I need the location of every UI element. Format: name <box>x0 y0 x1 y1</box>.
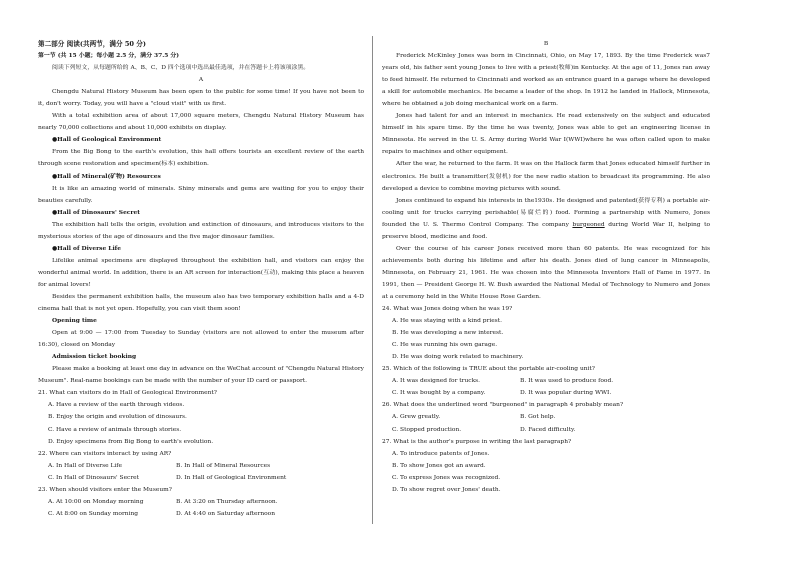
option: C. It was bought by a company. <box>392 390 486 397</box>
option: B. Got help. <box>520 414 556 421</box>
section-title: 第一节 (共 15 小题；每小题 2.5 分，满分 37.5 分) <box>38 52 180 60</box>
option: C. Stopped production. <box>392 426 462 433</box>
question-23: 23. When should visitors enter the Museum? <box>38 486 172 493</box>
option-row <box>38 508 364 520</box>
question-25: 25. Which of the following is TRUE about the portable air-cooling unit? <box>382 366 595 373</box>
option: A. To introduce patents of Jones. <box>392 450 490 457</box>
left-column <box>38 38 364 520</box>
option: D. Enjoy specimens from Big Bong to earth's evolution. <box>48 438 214 445</box>
passage-a-paragraph: From the Big Bong to the earth's evolution, this hall offers tourists an excellent review of the earth through scene restoration and specimen(标本) exhibition. <box>38 149 364 168</box>
option: C. At 8:00 on Sunday morning <box>48 510 139 517</box>
option-row <box>382 387 710 399</box>
option-row <box>38 496 364 508</box>
passage-a-paragraph: The exhibition hall tells the origin, evolution and extinction of dinosaurs, and introduces visitors to the mysterious stories of the age of dinosaurs and the five major dinosaur families. <box>38 221 364 240</box>
column-divider <box>372 36 373 524</box>
hall-heading: ●Hall of Mineral(矿物) Resources <box>52 172 161 180</box>
option: D. To show regret over Jones' death. <box>392 486 501 493</box>
option: B. In Hall of Mineral Resources <box>176 462 271 469</box>
option-row <box>382 411 710 423</box>
paragraph-text: during World War II, helping to preserve blood, medicine and food. <box>382 221 710 240</box>
question-21: 21. What can visitors do in Hall of Geological Environment? <box>38 390 217 397</box>
part-title: 第二部分 阅读(共两节，满分 50 分) <box>38 40 147 48</box>
hall-heading: ●Hall of Geological Environment <box>52 136 162 144</box>
passage-a-paragraph: It is like an amazing world of minerals. Shiny minerals and gems are waiting for you to enjoy their beauties carefully. <box>38 185 364 204</box>
option: C. In Hall of Dinosaurs' Secret <box>48 474 140 481</box>
option-row <box>382 424 710 436</box>
passage-a-paragraph: Open at 9:00 — 17:00 from Tuesday to Sunday (visitors are not allowed to enter the museum after 16:30), closed on Monday <box>38 330 364 349</box>
passage-b-letter: B <box>543 41 549 47</box>
question-26: 26. What does the underlined word "burgeoned" in paragraph 4 probably mean? <box>382 402 624 409</box>
instruction: 阅读下列短文，从每题所给的 A、B、C、D 四个选项中选出最佳选项，并在答题卡上将该项涂黑。 <box>52 65 310 72</box>
option-row <box>38 460 364 472</box>
passage-a-letter: A <box>198 77 204 84</box>
option: B. He was developing a new interest. <box>392 330 504 337</box>
option: D. It was popular during WWI. <box>520 390 612 397</box>
question-24: 24. What was Jones doing when he was 19? <box>382 306 513 313</box>
option: C. He was running his own garage. <box>392 342 498 349</box>
option: D. In Hall of Geological Environment <box>176 474 287 481</box>
passage-b-paragraph: Jones had talent for and an interest in mechanics. He read extensively on the subject and educated himself in his spare time. By the time he was twenty, Jones was able to get an engineering license in Minnesota. He served in the U. S. Army during World War I(WWI)where he was often called upon to make repairs to machines and other equipment. <box>382 113 710 156</box>
right-column <box>382 38 710 496</box>
option: A. He was staying with a kind priest. <box>392 318 502 325</box>
option: C. Have a review of animals through stories. <box>48 426 182 433</box>
passage-a-paragraph: Besides the permanent exhibition halls, the museum also has two temporary exhibition halls and a 4-D cinema hall that is not yet open. Hopefully, you can visit them soon! <box>38 293 364 313</box>
option-row <box>382 375 710 387</box>
option-row <box>38 472 364 484</box>
option: B. To show Jones got an award. <box>392 462 486 469</box>
option: A. At 10:00 on Monday morning <box>48 498 144 505</box>
hall-heading: ●Hall of Dinosaurs' Secret <box>52 208 140 216</box>
question-27: 27. What is the author's purpose in writing the last paragraph? <box>382 438 572 445</box>
option: A. In Hall of Diverse Life <box>48 462 122 469</box>
passage-a-paragraph: With a total exhibition area of about 17,000 square meters, Chengdu Natural History Museum has nearly 70,000 collections and about 10,000 exhibits on display. <box>38 113 364 132</box>
opening-time-heading: Opening time <box>52 317 97 325</box>
option: B. It was used to produce food. <box>520 378 614 385</box>
passage-b-paragraph: After the war, he returned to the farm. It was on the Hallock farm that Jones educated himself further in electronics. He built a transmitter(发射机) for the new radio station to broadcast its programming. He also developed a device to combine moving pictures with sound. <box>382 161 710 192</box>
option: D. Faced difficulty. <box>520 426 576 433</box>
question-22: 22. Where can visitors interact by using AR? <box>38 450 172 457</box>
passage-b-paragraph <box>382 195 710 243</box>
passage-b-paragraph: Frederick McKinley Jones was born in Cincinnati, Ohio, on May 17, 1893. By the time Frederick was7 years old, his father sent young Jones to live with a priest(牧师)in Kentucky. At the age of 11, Jones ran away to feed himself. He returned to Cincinnati and worked as an entrance guard in a garage where he developed a skill for automobile mechanics. He became a leader of the shop. In 1912 he landed in Hallock, Minnesota, where he obtained a job doing mechanical work on a farm. <box>382 53 710 108</box>
option: A. Have a review of the earth through videos. <box>48 402 185 409</box>
option: C. To express Jones was recognized. <box>392 474 501 481</box>
option: D. He was doing work related to machinery. <box>392 354 524 361</box>
passage-a-paragraph: Please make a booking at least one day in advance on the WeChat account of "Chengdu Natural History Museum". Real-name bookings can be made with the number of your ID card or passport. <box>38 366 364 385</box>
passage-b-paragraph: Over the course of his career Jones received more than 60 patents. He was recognized for his achievements both during his lifetime and after his death. Jones died of lung cancer in Minneapolis, Minnesota, on February 21, 1961. He was chosen into the Minnesota Inventors Hall of Fame in 1977. In 1991, then — President George H. W. Bush awarded the National Medal of Technology to Numero and Jones at a ceremony held in the White House Rose Garden. <box>382 245 710 300</box>
option: A. Grew greatly. <box>392 414 441 421</box>
passage-a-paragraph: Chengdu Natural History Museum has been open to the public for some time! If you have not been to it, don't worry. Today, you will have a "cloud visit" with us first. <box>38 89 364 108</box>
passage-a-paragraph: Lifelike animal specimens are displayed throughout the exhibition hall, and visitors can enjoy the wonderful animal world. In addition, there is an AR screen for interaction(互动), making this place a heaven for animal lovers! <box>38 257 364 288</box>
option: D. At 4:40 on Saturday afternoon <box>176 510 276 517</box>
underlined-word: burgeoned <box>572 221 605 228</box>
paragraph-text: Jones continued to expand his interests in the1930s. He designed and patented(获得专利) a portable air-cooling unit for trucks carrying perishable(易腐烂的) food. Forming a partnership with Numero, Jones founded the U. S. Thermo Control Company. The company <box>382 197 710 228</box>
option: B. Enjoy the origin and evolution of dinosaurs. <box>48 414 187 421</box>
booking-heading: Admission ticket booking <box>52 353 137 361</box>
hall-heading: ●Hall of Diverse Life <box>52 244 121 252</box>
option: A. It was designed for trucks. <box>392 378 481 385</box>
option: B. At 3:20 on Thursday afternoon. <box>176 498 278 505</box>
